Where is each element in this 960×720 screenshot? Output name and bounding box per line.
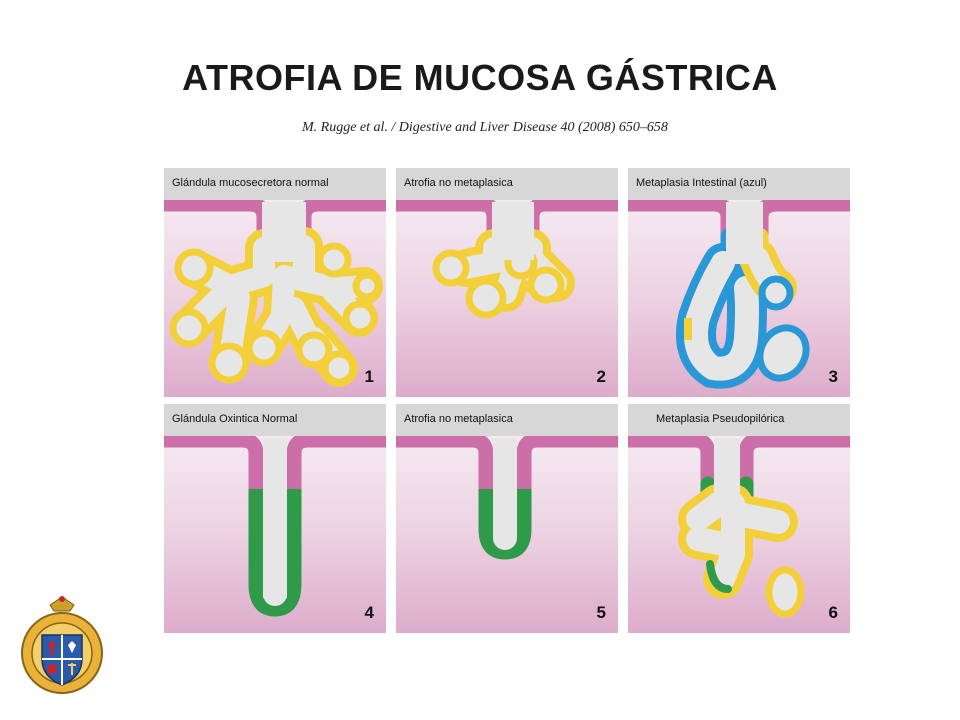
panel-number: 3 [828,367,838,386]
panel-3 [628,168,850,397]
panel-label: Metaplasia Intestinal (azul) [636,177,767,189]
panel-4 [164,404,386,633]
panel-number: 5 [596,603,606,622]
gland-diagram-2 [396,168,618,397]
panel-number: 2 [596,367,606,386]
panel-6 [628,404,850,633]
panel-2 [396,168,618,397]
university-seal-icon [20,595,104,699]
gland-diagram-6 [628,404,850,633]
panel-label: Metaplasia Pseudopilórica [656,413,785,425]
panel-label: Atrofia no metaplasica [404,413,513,425]
panel-5 [396,404,618,633]
panel-number: 6 [828,603,838,622]
gland-diagram-3 [628,168,850,397]
citation: M. Rugge et al. / Digestive and Liver Disease 40 (2008) 650–658 [302,120,668,135]
gland-diagram-5 [396,404,618,633]
gland-diagram-4 [164,404,386,633]
panel-1 [164,168,386,397]
slide-title: ATROFIA DE MUCOSA GÁSTRICA [182,57,778,98]
gland-diagram-1 [164,168,386,397]
panel-number: 4 [364,603,374,622]
panel-number: 1 [364,367,374,386]
panel-label: Atrofia no metaplasica [404,177,513,189]
panel-label: Glándula Oxintica Normal [172,413,298,425]
panel-label: Glándula mucosecretora normal [172,177,329,189]
